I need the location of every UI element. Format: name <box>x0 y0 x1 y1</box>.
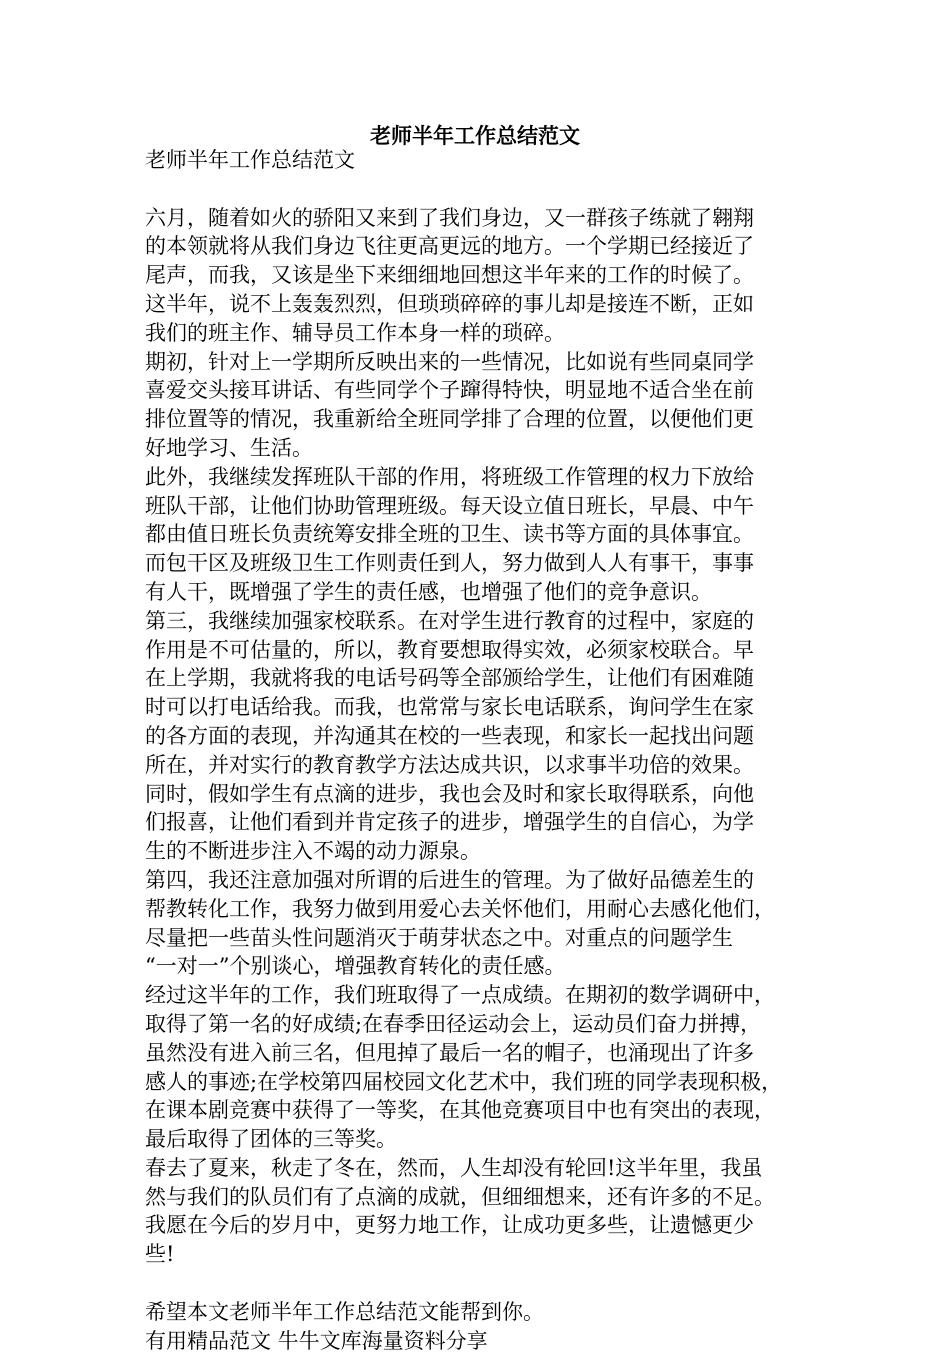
text-line: 好地学习、生活。 <box>145 435 313 460</box>
text-line: 班队干部，让他们协助管理班级。每天设立值日班长，早晨、中午 <box>145 493 754 518</box>
text-line: 六月，随着如火的骄阳又来到了我们身边，又一群孩子练就了翱翔 <box>145 205 754 230</box>
text-line: 们报喜，让他们看到并肯定孩子的进步，增强学生的自信心，为学 <box>145 810 754 835</box>
text-line: 而包干区及班级卫生工作则责任到人，努力做到人人有事干，事事 <box>145 551 754 576</box>
text-line: 在上学期，我就将我的电话号码等全部颁给学生，让他们有困难随 <box>145 666 754 691</box>
blank-line <box>145 1269 817 1298</box>
text-line: 我愿在今后的岁月中，更努力地工作，让成功更多些，让遗憾更少 <box>145 1213 754 1238</box>
blank-line <box>145 175 817 204</box>
text-line: 感人的事迹;在学校第四届校园文化艺术中，我们班的同学表现积极， <box>145 1069 783 1094</box>
text-line: 帮教转化工作，我努力做到用爱心去关怀他们，用耐心去感化他们， <box>145 896 775 921</box>
text-line: 同时，假如学生有点滴的进步，我也会及时和家长取得联系，向他 <box>145 781 754 806</box>
text-line: 我们的班主作、辅导员工作本身一样的琐碎。 <box>145 320 565 345</box>
text-line: 作用是不可估量的，所以，教育要想取得实效，必须家校联合。早 <box>145 637 754 662</box>
text-line: 最后取得了团体的三等奖。 <box>145 1127 397 1152</box>
text-line: 排位置等的情况，我重新给全班同学排了合理的位置，以便他们更 <box>145 407 754 432</box>
text-line: 期初，针对上一学期所反映出来的一些情况，比如说有些同桌同学 <box>145 349 754 374</box>
text-line: 的各方面的表现，并沟通其在校的一些表现，和家长一起找出问题 <box>145 723 754 748</box>
document-title: 老师半年工作总结范文 <box>370 123 580 148</box>
text-line: 所在，并对实行的教育教学方法达成共识，以求事半功倍的效果。 <box>145 752 754 777</box>
text-line: 希望本文老师半年工作总结范文能帮到你。 <box>145 1299 544 1324</box>
text-line: 尾声，而我，又该是坐下来细细地回想这半年来的工作的时候了。 <box>145 263 754 288</box>
text-line: 老师半年工作总结范文 <box>145 148 355 172</box>
text-line: 生的不断进步注入不竭的动力源泉。 <box>145 839 481 864</box>
text-line: 此外，我继续发挥班队干部的作用，将班级工作管理的权力下放给 <box>145 464 754 489</box>
text-line: 都由值日班长负责统筹安排全班的卫生、读书等方面的具体事宜。 <box>145 522 754 547</box>
text-line: 尽量把一些苗头性问题消灭于萌芽状态之中。对重点的问题学生 <box>145 925 733 950</box>
text-line: 虽然没有进入前三名，但甩掉了最后一名的帽子，也涌现出了许多 <box>145 1040 754 1065</box>
text-line: 有用精品范文 牛牛文库海量资料分享 <box>145 1328 488 1353</box>
text-line: 时可以打电话给我。而我，也常常与家长电话联系，询问学生在家 <box>145 695 754 720</box>
text-line: 第四，我还注意加强对所谓的后进生的管理。为了做好品德差生的 <box>145 867 754 892</box>
text-line: 然与我们的队员们有了点滴的成就，但细细想来，还有许多的不足。 <box>145 1184 775 1209</box>
text-line: 春去了夏来，秋走了冬在，然而，人生却没有轮回!这半年里，我虽 <box>145 1155 763 1180</box>
text-line: 第三，我继续加强家校联系。在对学生进行教育的过程中，家庭的 <box>145 608 754 633</box>
text-line: 取得了第一名的好成绩;在春季田径运动会上，运动员们奋力拼搏， <box>145 1011 762 1036</box>
document-body <box>145 146 817 1355</box>
text-line: 这半年，说不上轰轰烈烈，但琐琐碎碎的事儿却是接连不断，正如 <box>145 291 754 316</box>
text-line: “一对一”个别谈心，增强教育转化的责任感。 <box>145 954 566 979</box>
text-line: 在课本剧竞赛中获得了一等奖，在其他竞赛项目中也有突出的表现， <box>145 1098 775 1123</box>
text-line: 的本领就将从我们身边飞往更高更远的地方。一个学期已经接近了 <box>145 234 754 259</box>
text-line: 喜爱交头接耳讲话、有些同学个子蹿得特快，明显地不适合坐在前 <box>145 378 754 403</box>
text-line: 些! <box>145 1242 175 1267</box>
text-line: 经过这半年的工作，我们班取得了一点成绩。在期初的数学调研中， <box>145 983 775 1008</box>
text-line: 有人干，既增强了学生的责任感，也增强了他们的竞争意识。 <box>145 579 712 604</box>
